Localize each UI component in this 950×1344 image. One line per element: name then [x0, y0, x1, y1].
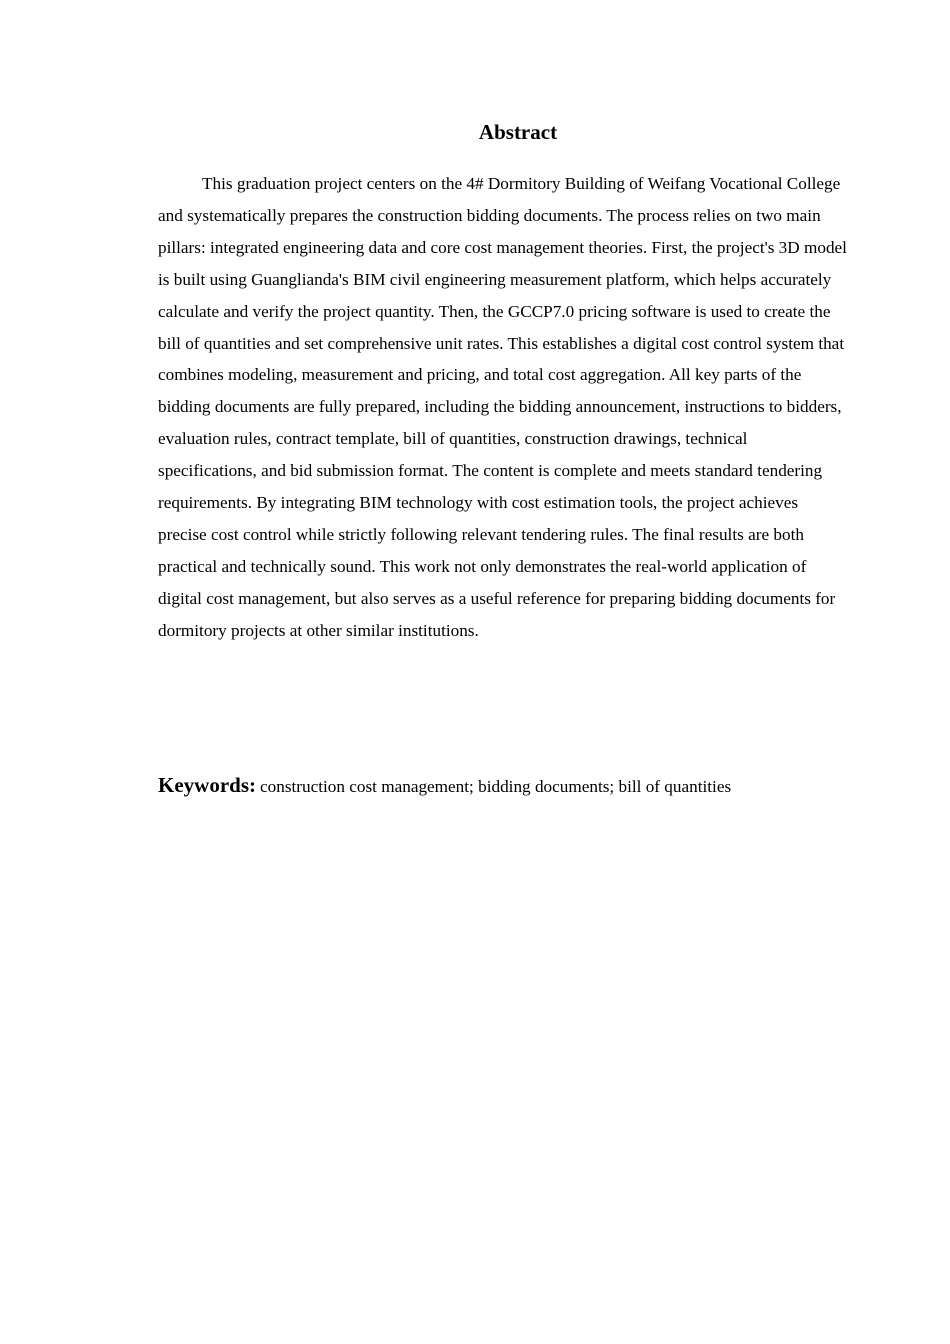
keywords-label: Keywords:	[158, 773, 256, 797]
abstract-paragraph: This graduation project centers on the 4# Dormitory Building of Weifang Vocational College and systematically prepares the construction bidding documents. The process relies on two main pillars: integrated engineering data and core cost management theories. First, the project's 3D model is built using Guanglianda's BIM civil engineering measurement platform, which helps accurately calculate and verify the project quantity. Then, the GCCP7.0 pricing software is used to create the bill of quantities and set comprehensive unit rates. This establishes a digital cost control system that combines modeling, measurement and pricing, and total cost aggregation. All key parts of the bidding documents are fully prepared, including the bidding announcement, instructions to bidders, evaluation rules, contract template, bill of quantities, construction drawings, technical specifications, and bid submission format. The content is complete and meets standard tendering requirements. By integrating BIM technology with cost estimation tools, the project achieves precise cost control while strictly following relevant tendering rules. The final results are both practical and technically sound. This work not only demonstrates the real-world application of digital cost management, but also serves as a useful reference for preparing bidding documents for dormitory projects at other similar institutions.	[158, 174, 847, 640]
keywords-line	[158, 768, 878, 805]
keywords-text: construction cost management; bidding documents; bill of quantities	[260, 777, 732, 796]
abstract-title: Abstract	[478, 120, 558, 144]
abstract-body	[158, 168, 848, 647]
